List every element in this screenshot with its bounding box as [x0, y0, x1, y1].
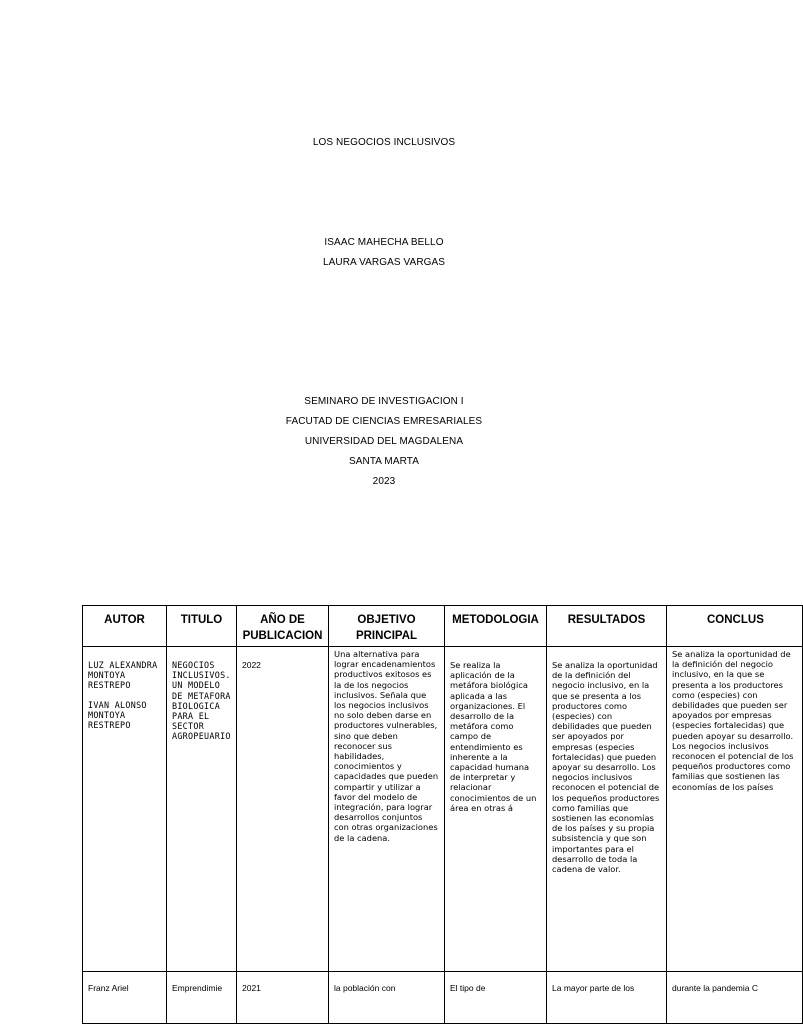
cell-conclusiones: durante la pandemia C — [667, 972, 803, 1024]
cell-objetivo: Una alternativa para lograr encadenamientos productivos exitosos es la de los negocios inclusivos. Señala que los negocios inclusivos no solo deben darse en productores vulnerables, sino que deben reconocer sus habilidades, conocimientos y capacidades que pueden compartir y utilizar a favor del modelo de integración, para lograr desarrollos conjuntos con otras organizaciones de la cadena. — [329, 647, 445, 972]
table-row — [83, 647, 803, 972]
cell-objetivo: la población con — [329, 972, 445, 1024]
author-entry-2: IVAN ALONSO MONTOYA RESTREPO — [88, 699, 147, 731]
university-name: UNIVERSIDAD DEL MAGDALENA — [304, 436, 464, 447]
cell-titulo: Emprendimie — [167, 972, 237, 1024]
author-name-1: ISAAC MAHECHA BELLO — [324, 237, 444, 248]
header-anio: AÑO DE PUBLICACION — [237, 606, 329, 647]
literature-review-table — [82, 605, 803, 1024]
cell-autor — [83, 647, 167, 972]
cell-resultados: Se analiza la oportunidad de la definición del negocio inclusivo, en la que se presenta a los productores como (especies) con debilidades que pueden ser apoyados por empresas (especies fortalecidas) que pueden apoyar su desarrollo. Los negocios inclusivos reconocen el potencial de los pequeños productores como familias que sostienen las economías de los países y su propia subsistencia y que son importantes para el desarrollo de toda la cadena de valor. — [547, 647, 667, 972]
header-metodologia: METODOLOGIA — [445, 606, 547, 647]
cell-anio: 2022 — [237, 647, 329, 972]
header-objetivo: OBJETIVO PRINCIPAL — [329, 606, 445, 647]
cell-metodologia: El tipo de — [445, 972, 547, 1024]
table-row — [83, 972, 803, 1024]
document-title: LOS NEGOCIOS INCLUSIVOS — [312, 137, 456, 148]
cell-conclusiones: Se analiza la oportunidad de la definición del negocio inclusivo, en la que se presenta a los productores como (especies) con debilidades que pueden ser apoyados por empresas (especies fortalecidas) que pueden apoyar su desarrollo. Los negocios inclusivos reconocen el potencial de los pequeños productores como familias que sostienen las economías de los países — [667, 647, 803, 972]
cell-titulo: NEGOCIOS INCLUSIVOS. UN MODELO DE METAFORA BIOLOGICA PARA EL SECTOR AGROPEUARIO — [167, 647, 237, 972]
cell-anio: 2021 — [237, 972, 329, 1024]
header-conclusiones: CONCLUS — [667, 606, 803, 647]
cell-metodologia: Se realiza la aplicación de la metáfora biológica aplicada a las organizaciones. El desarrollo de la metáfora como campo de entendimiento es inherente a la capacidad humana de interpretar y relacionar conocimientos de un área en otras á — [445, 647, 547, 972]
city-name: SANTA MARTA — [348, 456, 419, 467]
year-label: 2023 — [372, 476, 396, 487]
cell-autor: Franz Ariel — [83, 972, 167, 1024]
course-name: SEMINARO DE INVESTIGACION I — [304, 396, 464, 407]
author-name-2: LAURA VARGAS VARGAS — [322, 257, 446, 268]
author-entry-1: LUZ ALEXANDRA MONTOYA RESTREPO — [88, 660, 158, 691]
cell-resultados: La mayor parte de los — [547, 972, 667, 1024]
faculty-name: FACUTAD DE CIENCIAS EMRESARIALES — [285, 416, 483, 427]
header-resultados: RESULTADOS — [547, 606, 667, 647]
header-autor: AUTOR — [83, 606, 167, 647]
header-titulo: TITULO — [167, 606, 237, 647]
table-header-row — [83, 606, 803, 647]
